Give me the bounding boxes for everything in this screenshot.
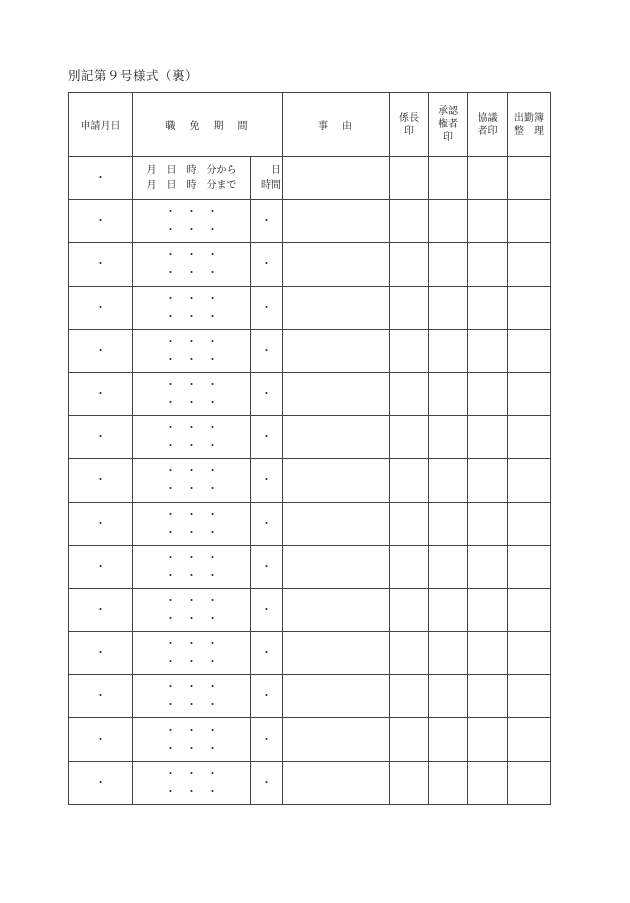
period-total-cell[interactable] bbox=[251, 286, 283, 329]
approver-seal-cell[interactable] bbox=[429, 459, 468, 502]
period-from-dots bbox=[133, 765, 250, 783]
header-consultant-seal: 協議 者印 bbox=[468, 93, 508, 157]
date-cell[interactable] bbox=[69, 416, 133, 459]
period-dot: ・ bbox=[165, 421, 176, 435]
date-separator: ・ bbox=[95, 214, 106, 228]
period-dot: ・ bbox=[165, 291, 176, 305]
period-dot: ・ bbox=[186, 352, 197, 366]
day-unit: 日 bbox=[271, 164, 281, 176]
period-from-dots bbox=[133, 549, 250, 567]
date-cell[interactable] bbox=[69, 588, 133, 631]
period-to-dots bbox=[133, 567, 250, 585]
period-total-cell[interactable] bbox=[251, 200, 283, 243]
total-separator: ・ bbox=[261, 689, 272, 703]
reason-cell[interactable] bbox=[283, 286, 390, 329]
total-separator: ・ bbox=[261, 343, 272, 357]
period-dot: ・ bbox=[165, 525, 176, 539]
approver-seal-cell[interactable] bbox=[429, 329, 468, 372]
header-attendance: 出勤簿 整 理 bbox=[508, 93, 551, 157]
table-row bbox=[69, 718, 551, 761]
period-from-line: 月 日 時 分から bbox=[146, 164, 237, 176]
period-dot: ・ bbox=[207, 525, 218, 539]
period-cell[interactable] bbox=[133, 200, 251, 243]
approver-seal-cell[interactable] bbox=[429, 243, 468, 286]
approver-seal-cell[interactable] bbox=[429, 200, 468, 243]
period-from-dots bbox=[133, 462, 250, 480]
date-separator: ・ bbox=[95, 732, 106, 746]
period-dot: ・ bbox=[207, 698, 218, 712]
chief-seal-cell[interactable] bbox=[390, 761, 429, 804]
period-to-dots bbox=[133, 696, 250, 714]
period-cell[interactable] bbox=[133, 416, 251, 459]
period-from-dots bbox=[133, 506, 250, 524]
period-dot: ・ bbox=[207, 741, 218, 755]
period-dot: ・ bbox=[165, 766, 176, 780]
period-dot: ・ bbox=[207, 352, 218, 366]
reason-cell[interactable] bbox=[283, 329, 390, 372]
period-dot: ・ bbox=[165, 378, 176, 392]
date-separator: ・ bbox=[95, 473, 106, 487]
total-separator: ・ bbox=[261, 646, 272, 660]
table-row bbox=[69, 372, 551, 415]
reason-cell[interactable] bbox=[283, 632, 390, 675]
period-dot: ・ bbox=[165, 248, 176, 262]
period-dot: ・ bbox=[165, 698, 176, 712]
chief-seal-cell[interactable] bbox=[390, 157, 429, 200]
period-dot: ・ bbox=[186, 655, 197, 669]
leave-record-table bbox=[68, 92, 551, 805]
date-separator: ・ bbox=[95, 689, 106, 703]
chief-seal-cell[interactable] bbox=[390, 632, 429, 675]
period-dot: ・ bbox=[165, 550, 176, 564]
date-cell[interactable] bbox=[69, 718, 133, 761]
period-dot: ・ bbox=[165, 637, 176, 651]
header-approver-seal: 承認 権者 印 bbox=[429, 93, 468, 157]
consultant-seal-cell[interactable] bbox=[468, 588, 508, 631]
period-dot: ・ bbox=[186, 421, 197, 435]
period-from-dots bbox=[133, 203, 250, 221]
period-dot: ・ bbox=[165, 352, 176, 366]
period-cell[interactable] bbox=[133, 286, 251, 329]
attendance-cell[interactable] bbox=[508, 588, 551, 631]
period-to-dots bbox=[133, 437, 250, 455]
total-separator: ・ bbox=[261, 732, 272, 746]
period-dot: ・ bbox=[186, 248, 197, 262]
consultant-seal-cell[interactable] bbox=[468, 502, 508, 545]
period-from-dots bbox=[133, 678, 250, 696]
period-from-dots bbox=[133, 246, 250, 264]
approver-seal-cell[interactable] bbox=[429, 588, 468, 631]
table-row bbox=[69, 632, 551, 675]
total-separator: ・ bbox=[261, 430, 272, 444]
period-dot: ・ bbox=[186, 723, 197, 737]
period-dot: ・ bbox=[207, 766, 218, 780]
reason-cell[interactable] bbox=[283, 416, 390, 459]
consultant-seal-cell[interactable] bbox=[468, 416, 508, 459]
period-dot: ・ bbox=[207, 568, 218, 582]
period-dot: ・ bbox=[165, 507, 176, 521]
total-separator: ・ bbox=[261, 516, 272, 530]
attendance-cell[interactable] bbox=[508, 761, 551, 804]
period-from-dots bbox=[133, 333, 250, 351]
period-dot: ・ bbox=[165, 205, 176, 219]
chief-seal-cell[interactable] bbox=[390, 286, 429, 329]
reason-cell[interactable] bbox=[283, 761, 390, 804]
reason-cell[interactable] bbox=[283, 243, 390, 286]
period-dot: ・ bbox=[186, 741, 197, 755]
approver-seal-cell[interactable] bbox=[429, 718, 468, 761]
attendance-cell[interactable] bbox=[508, 632, 551, 675]
header-row bbox=[69, 93, 551, 157]
consultant-seal-cell[interactable] bbox=[468, 157, 508, 200]
attendance-cell[interactable] bbox=[508, 718, 551, 761]
attendance-cell[interactable] bbox=[508, 459, 551, 502]
period-dot: ・ bbox=[186, 507, 197, 521]
period-to-dots bbox=[133, 740, 250, 758]
date-cell[interactable] bbox=[69, 545, 133, 588]
period-dot: ・ bbox=[165, 439, 176, 453]
period-from-dots bbox=[133, 419, 250, 437]
period-total-cell[interactable] bbox=[251, 718, 283, 761]
chief-seal-cell[interactable] bbox=[390, 200, 429, 243]
period-dot: ・ bbox=[165, 309, 176, 323]
total-separator: ・ bbox=[261, 559, 272, 573]
period-dot: ・ bbox=[207, 723, 218, 737]
chief-seal-cell[interactable] bbox=[390, 718, 429, 761]
consultant-seal-cell[interactable] bbox=[468, 675, 508, 718]
period-dot: ・ bbox=[186, 550, 197, 564]
period-dot: ・ bbox=[207, 507, 218, 521]
period-total-cell[interactable] bbox=[251, 157, 283, 200]
period-dot: ・ bbox=[186, 309, 197, 323]
table-row bbox=[69, 416, 551, 459]
approver-seal-cell[interactable] bbox=[429, 416, 468, 459]
period-dot: ・ bbox=[186, 611, 197, 625]
date-separator: ・ bbox=[95, 171, 106, 185]
date-separator: ・ bbox=[95, 646, 106, 660]
period-dot: ・ bbox=[186, 334, 197, 348]
table-row bbox=[69, 200, 551, 243]
period-dot: ・ bbox=[165, 723, 176, 737]
consultant-seal-cell[interactable] bbox=[468, 632, 508, 675]
table-row bbox=[69, 459, 551, 502]
period-total-cell[interactable] bbox=[251, 459, 283, 502]
period-cell[interactable] bbox=[133, 761, 251, 804]
period-dot: ・ bbox=[186, 482, 197, 496]
period-cell[interactable] bbox=[133, 545, 251, 588]
date-cell[interactable] bbox=[69, 243, 133, 286]
period-dot: ・ bbox=[207, 550, 218, 564]
attendance-cell[interactable] bbox=[508, 157, 551, 200]
period-dot: ・ bbox=[207, 637, 218, 651]
period-from-dots bbox=[133, 722, 250, 740]
period-dot: ・ bbox=[207, 593, 218, 607]
consultant-seal-cell[interactable] bbox=[468, 718, 508, 761]
attendance-cell[interactable] bbox=[508, 502, 551, 545]
period-dot: ・ bbox=[165, 611, 176, 625]
attendance-cell[interactable] bbox=[508, 372, 551, 415]
period-dot: ・ bbox=[186, 525, 197, 539]
chief-seal-cell[interactable] bbox=[390, 329, 429, 372]
attendance-cell[interactable] bbox=[508, 286, 551, 329]
approver-seal-cell[interactable] bbox=[429, 372, 468, 415]
reason-cell[interactable] bbox=[283, 545, 390, 588]
period-dot: ・ bbox=[165, 593, 176, 607]
period-to-dots bbox=[133, 394, 250, 412]
period-total-cell[interactable] bbox=[251, 588, 283, 631]
period-total-cell[interactable] bbox=[251, 675, 283, 718]
reason-cell[interactable] bbox=[283, 718, 390, 761]
period-total-cell[interactable] bbox=[251, 372, 283, 415]
date-cell[interactable] bbox=[69, 329, 133, 372]
period-dot: ・ bbox=[207, 334, 218, 348]
period-dot: ・ bbox=[207, 464, 218, 478]
table-row bbox=[69, 329, 551, 372]
period-to-dots bbox=[133, 480, 250, 498]
chief-seal-cell[interactable] bbox=[390, 416, 429, 459]
table-row bbox=[69, 588, 551, 631]
chief-seal-cell[interactable] bbox=[390, 243, 429, 286]
header-reason: 事 由 bbox=[283, 93, 390, 157]
period-dot: ・ bbox=[165, 266, 176, 280]
period-from-dots bbox=[133, 635, 250, 653]
table-row bbox=[69, 502, 551, 545]
reason-cell[interactable] bbox=[283, 502, 390, 545]
period-cell[interactable] bbox=[133, 502, 251, 545]
date-cell[interactable] bbox=[69, 459, 133, 502]
chief-seal-cell[interactable] bbox=[390, 675, 429, 718]
period-total-cell[interactable] bbox=[251, 416, 283, 459]
consultant-seal-cell[interactable] bbox=[468, 545, 508, 588]
date-cell[interactable] bbox=[69, 675, 133, 718]
date-separator: ・ bbox=[95, 300, 106, 314]
period-dot: ・ bbox=[165, 334, 176, 348]
table-row-first bbox=[69, 157, 551, 200]
chief-seal-cell[interactable] bbox=[390, 372, 429, 415]
consultant-seal-cell[interactable] bbox=[468, 286, 508, 329]
period-dot: ・ bbox=[165, 482, 176, 496]
date-cell[interactable] bbox=[69, 761, 133, 804]
reason-cell[interactable] bbox=[283, 157, 390, 200]
total-separator: ・ bbox=[261, 387, 272, 401]
reason-cell[interactable] bbox=[283, 372, 390, 415]
approver-seal-cell[interactable] bbox=[429, 545, 468, 588]
period-to-dots bbox=[133, 308, 250, 326]
table-row bbox=[69, 761, 551, 804]
period-total-cell[interactable] bbox=[251, 243, 283, 286]
period-dot: ・ bbox=[207, 396, 218, 410]
date-separator: ・ bbox=[95, 430, 106, 444]
table-row bbox=[69, 243, 551, 286]
period-dot: ・ bbox=[207, 611, 218, 625]
date-cell[interactable] bbox=[69, 502, 133, 545]
reason-cell[interactable] bbox=[283, 459, 390, 502]
period-total-cell[interactable] bbox=[251, 329, 283, 372]
period-dot: ・ bbox=[165, 464, 176, 478]
period-to-dots bbox=[133, 783, 250, 801]
period-cell[interactable] bbox=[133, 372, 251, 415]
header-date: 申請月日 bbox=[69, 93, 133, 157]
period-cell[interactable] bbox=[133, 675, 251, 718]
table-row bbox=[69, 286, 551, 329]
period-dot: ・ bbox=[207, 291, 218, 305]
approver-seal-cell[interactable] bbox=[429, 502, 468, 545]
chief-seal-cell[interactable] bbox=[390, 545, 429, 588]
attendance-cell[interactable] bbox=[508, 200, 551, 243]
date-separator: ・ bbox=[95, 343, 106, 357]
consultant-seal-cell[interactable] bbox=[468, 372, 508, 415]
period-dot: ・ bbox=[186, 205, 197, 219]
period-dot: ・ bbox=[186, 396, 197, 410]
total-separator: ・ bbox=[261, 775, 272, 789]
period-dot: ・ bbox=[186, 439, 197, 453]
period-dot: ・ bbox=[207, 680, 218, 694]
period-from-dots bbox=[133, 376, 250, 394]
period-dot: ・ bbox=[207, 784, 218, 798]
period-dot: ・ bbox=[186, 784, 197, 798]
chief-seal-cell[interactable] bbox=[390, 459, 429, 502]
period-cell[interactable] bbox=[133, 459, 251, 502]
approver-seal-cell[interactable] bbox=[429, 157, 468, 200]
attendance-cell[interactable] bbox=[508, 675, 551, 718]
period-cell[interactable] bbox=[133, 632, 251, 675]
total-separator: ・ bbox=[261, 257, 272, 271]
header-chief-seal: 係長 印 bbox=[390, 93, 429, 157]
period-dot: ・ bbox=[207, 223, 218, 237]
consultant-seal-cell[interactable] bbox=[468, 459, 508, 502]
period-total-cell[interactable] bbox=[251, 632, 283, 675]
hour-unit: 時間 bbox=[261, 180, 281, 192]
period-dot: ・ bbox=[207, 655, 218, 669]
date-separator: ・ bbox=[95, 516, 106, 530]
period-cell[interactable] bbox=[133, 243, 251, 286]
period-to-dots bbox=[133, 221, 250, 239]
table-row bbox=[69, 675, 551, 718]
consultant-seal-cell[interactable] bbox=[468, 243, 508, 286]
date-separator: ・ bbox=[95, 559, 106, 573]
total-separator: ・ bbox=[261, 214, 272, 228]
date-separator: ・ bbox=[95, 602, 106, 616]
period-to-dots bbox=[133, 610, 250, 628]
date-cell[interactable] bbox=[69, 286, 133, 329]
period-dot: ・ bbox=[207, 205, 218, 219]
period-dot: ・ bbox=[186, 266, 197, 280]
period-from-dots bbox=[133, 592, 250, 610]
reason-cell[interactable] bbox=[283, 675, 390, 718]
period-dot: ・ bbox=[186, 698, 197, 712]
consultant-seal-cell[interactable] bbox=[468, 329, 508, 372]
period-cell[interactable] bbox=[133, 718, 251, 761]
form-title: 別記第９号様式（裏） bbox=[68, 68, 199, 83]
date-cell[interactable] bbox=[69, 157, 133, 200]
header-period: 職 免 期 間 bbox=[133, 93, 283, 157]
total-separator: ・ bbox=[261, 300, 272, 314]
table-row bbox=[69, 545, 551, 588]
period-dot: ・ bbox=[165, 655, 176, 669]
period-dot: ・ bbox=[165, 223, 176, 237]
period-dot: ・ bbox=[186, 378, 197, 392]
total-separator: ・ bbox=[261, 473, 272, 487]
period-to-dots bbox=[133, 653, 250, 671]
period-dot: ・ bbox=[207, 309, 218, 323]
period-dot: ・ bbox=[186, 637, 197, 651]
period-dot: ・ bbox=[207, 378, 218, 392]
period-total-cell[interactable] bbox=[251, 761, 283, 804]
period-dot: ・ bbox=[207, 439, 218, 453]
period-dot: ・ bbox=[165, 784, 176, 798]
period-from-dots bbox=[133, 290, 250, 308]
attendance-cell[interactable] bbox=[508, 243, 551, 286]
total-separator: ・ bbox=[261, 602, 272, 616]
period-cell[interactable] bbox=[133, 157, 251, 200]
date-separator: ・ bbox=[95, 257, 106, 271]
period-dot: ・ bbox=[186, 766, 197, 780]
period-to-line: 月 日 時 分まで bbox=[146, 180, 237, 192]
approver-seal-cell[interactable] bbox=[429, 632, 468, 675]
period-cell[interactable] bbox=[133, 588, 251, 631]
date-separator: ・ bbox=[95, 775, 106, 789]
date-separator: ・ bbox=[95, 387, 106, 401]
period-dot: ・ bbox=[207, 248, 218, 262]
period-to-dots bbox=[133, 351, 250, 369]
period-cell[interactable] bbox=[133, 329, 251, 372]
period-dot: ・ bbox=[186, 680, 197, 694]
consultant-seal-cell[interactable] bbox=[468, 761, 508, 804]
period-to-dots bbox=[133, 524, 250, 542]
reason-cell[interactable] bbox=[283, 588, 390, 631]
date-cell[interactable] bbox=[69, 200, 133, 243]
date-cell[interactable] bbox=[69, 632, 133, 675]
attendance-cell[interactable] bbox=[508, 416, 551, 459]
reason-cell[interactable] bbox=[283, 200, 390, 243]
period-dot: ・ bbox=[186, 593, 197, 607]
chief-seal-cell[interactable] bbox=[390, 502, 429, 545]
period-dot: ・ bbox=[165, 568, 176, 582]
period-dot: ・ bbox=[186, 223, 197, 237]
period-dot: ・ bbox=[207, 482, 218, 496]
attendance-cell[interactable] bbox=[508, 329, 551, 372]
period-to-dots bbox=[133, 264, 250, 282]
period-dot: ・ bbox=[186, 291, 197, 305]
approver-seal-cell[interactable] bbox=[429, 761, 468, 804]
approver-seal-cell[interactable] bbox=[429, 675, 468, 718]
period-dot: ・ bbox=[186, 568, 197, 582]
period-dot: ・ bbox=[186, 464, 197, 478]
period-dot: ・ bbox=[207, 421, 218, 435]
period-dot: ・ bbox=[165, 680, 176, 694]
period-total-cell[interactable] bbox=[251, 502, 283, 545]
approver-seal-cell[interactable] bbox=[429, 286, 468, 329]
date-cell[interactable] bbox=[69, 372, 133, 415]
period-dot: ・ bbox=[207, 266, 218, 280]
chief-seal-cell[interactable] bbox=[390, 588, 429, 631]
period-total-cell[interactable] bbox=[251, 545, 283, 588]
attendance-cell[interactable] bbox=[508, 545, 551, 588]
period-dot: ・ bbox=[165, 741, 176, 755]
consultant-seal-cell[interactable] bbox=[468, 200, 508, 243]
period-dot: ・ bbox=[165, 396, 176, 410]
